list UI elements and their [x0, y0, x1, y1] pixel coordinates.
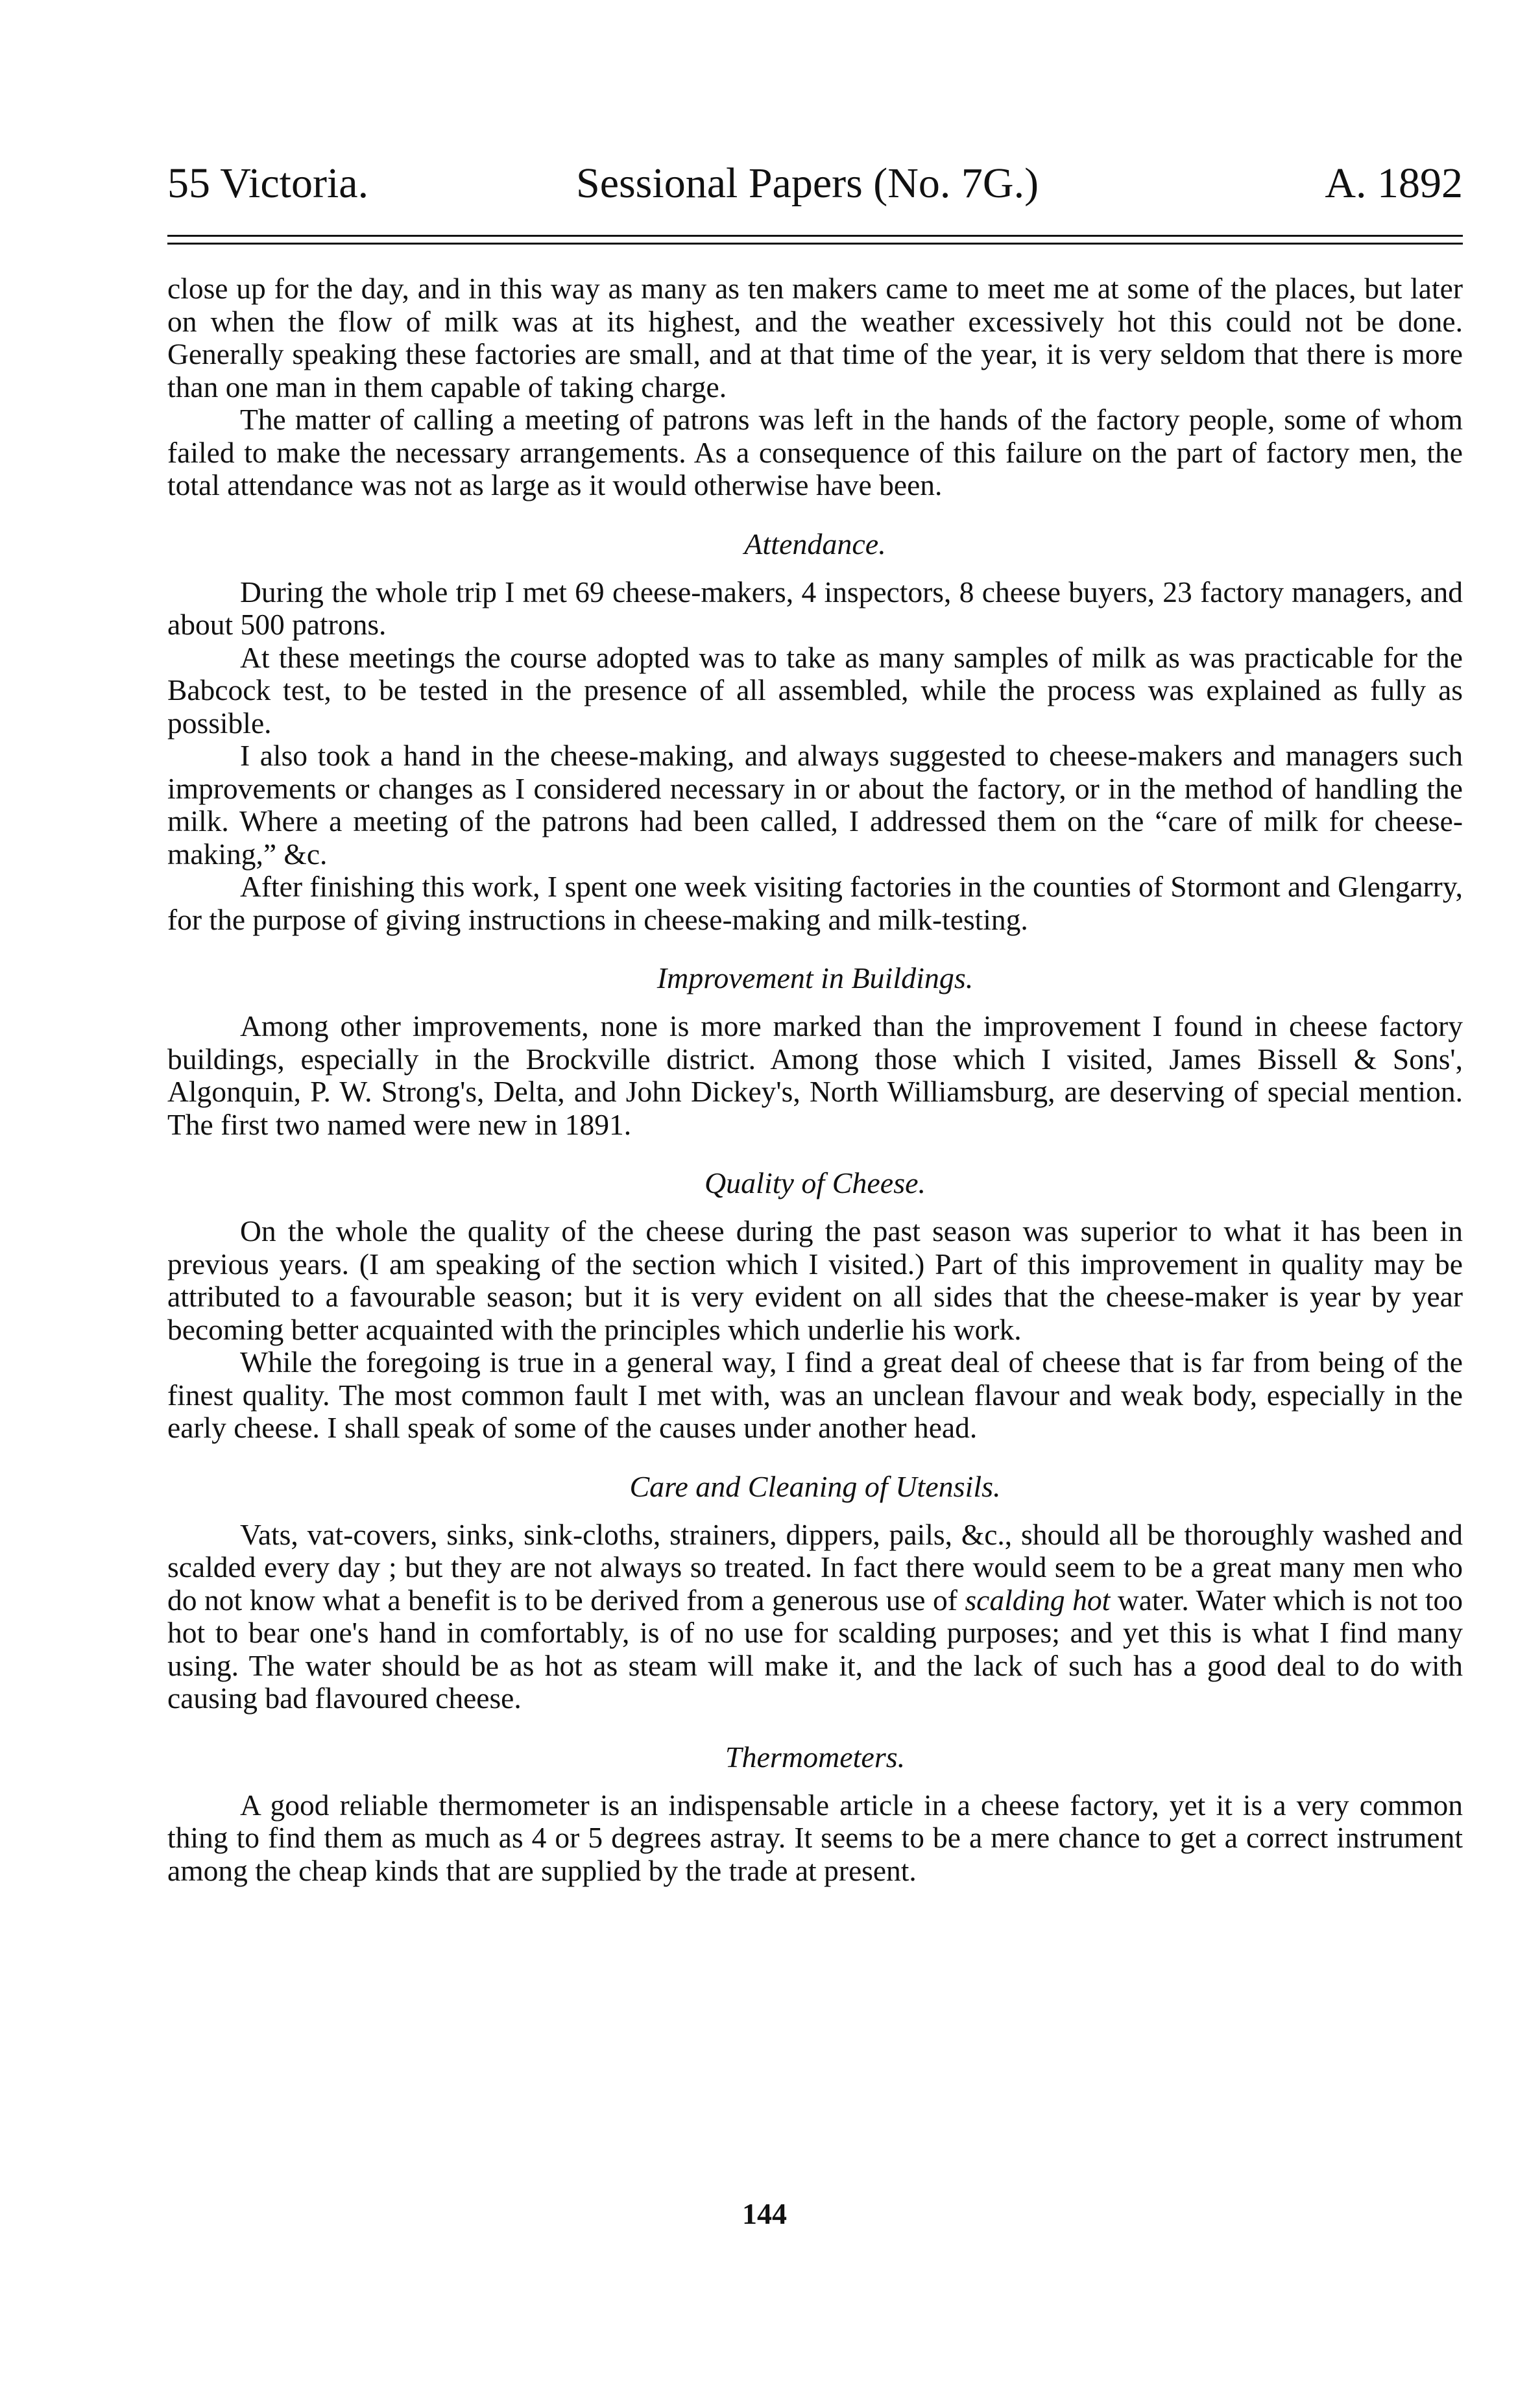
paragraph-quality-faults: While the foregoing is true in a general way, I find a great deal of cheese that is far from being of the finest quality. The most common fault I met with, was an unclean flavour and weak body, especially in the early cheese. I shall speak of some of the causes under another head. — [167, 1345, 1463, 1444]
section-heading-attendance: Attendance. — [744, 527, 886, 560]
section-heading-buildings: Improvement in Buildings. — [656, 961, 974, 994]
header-year: A. 1892 — [1325, 160, 1463, 207]
body-text — [167, 272, 1463, 1887]
utensils-emphasis: scalding hot — [965, 1583, 1111, 1617]
header-rule-top — [167, 235, 1463, 237]
paragraph-stormont-glengarry: After finishing this work, I spent one week visiting factories in the counties of Stormont and Glengarry, for the purpose of giving instructions in cheese-making and milk-testing. — [167, 870, 1463, 936]
header-rule-bottom — [167, 243, 1463, 245]
paragraph-closing-early: close up for the day, and in this way as many as ten makers came to meet me at some of the places, but later on when the flow of milk was at its highest, and the weather excessively hot this could not be done. Generally speaking these factories are small, and at that time of the year, it is very seldom that there is more than one man in them capable of taking charge. — [167, 272, 1463, 403]
paragraph-thermometers: A good reliable thermometer is an indispensable article in a cheese factory, yet it is a very common thing to find them as much as 4 or 5 degrees astray. It seems to be a mere chance to get a correct instrument among the cheap kinds that are supplied by the trade at present. — [167, 1788, 1463, 1887]
paragraph-babcock-test: At these meetings the course adopted was to take as many samples of milk as was practicable for the Babcock test, to be tested in the presence of all assembled, while the process was explained as fully as possible. — [167, 640, 1463, 740]
paragraph-buildings: Among other improvements, none is more marked than the improvement I found in cheese factory buildings, especially in the Brockville district. Among those which I visited, James Bissell & Sons', Algonquin, P. W. Strong's, Delta, and John Dickey's, North Williamsburg, are deserving of special mention. The first two named were new in 1891. — [167, 1009, 1463, 1141]
paragraph-utensils — [167, 1519, 1463, 1715]
header-regnal-year: 55 Victoria. — [167, 160, 369, 207]
header-series-title: Sessional Papers (No. 7G.) — [576, 160, 1039, 207]
section-heading-thermometers: Thermometers. — [725, 1740, 906, 1774]
section-heading-utensils: Care and Cleaning of Utensils. — [629, 1469, 1001, 1503]
running-head — [167, 154, 1463, 213]
paragraph-cheese-making-help: I also took a hand in the cheese-making, and always suggested to cheese-makers and managers such improvements or changes as I considered necessary in or about the factory, or in the method of handling the milk. Where a meeting of the patrons had been called, I addressed them on the “care of milk for cheese-making,” &c. — [167, 739, 1463, 871]
section-heading-quality: Quality of Cheese. — [704, 1166, 926, 1199]
utensils-text-b: water. Water which is not too hot to bear one's hand in comfortably, is of no use for scalding purposes; and yet this is what I find many using. The water should be as hot as steam will make it, and the lack of such has a good deal to do with causing bad flavoured cheese. — [167, 1583, 1463, 1715]
paragraph-quality-improved: On the whole the quality of the cheese during the past season was superior to what it has been in previous years. (I am speaking of the section which I visited.) Part of this improvement in quality may be attributed to a favourable season; but it is very evident on all sides that the cheese-maker is year by year becoming better acquainted with the principles which underlie his work. — [167, 1214, 1463, 1346]
paragraph-patron-meetings: The matter of calling a meeting of patrons was left in the hands of the factory people, some of whom failed to make the necessary arrangements. As a consequence of this failure on the part of factory men, the total attendance was not as large as it would otherwise have been. — [167, 403, 1463, 501]
utensils-text-a: Vats, vat-covers, sinks, sink-cloths, strainers, dippers, pails, &c., should all be thoroughly washed and scalded every day ; but they are not always so treated. In fact there would seem to be a great many men who do not know what a benefit is to be derived from a generous use of — [167, 1517, 1463, 1617]
paragraph-attendance-counts: During the whole trip I met 69 cheese-makers, 4 inspectors, 8 cheese buyers, 23 factory managers, and about 500 patrons. — [167, 575, 1463, 641]
page-number: 144 — [742, 2197, 787, 2230]
